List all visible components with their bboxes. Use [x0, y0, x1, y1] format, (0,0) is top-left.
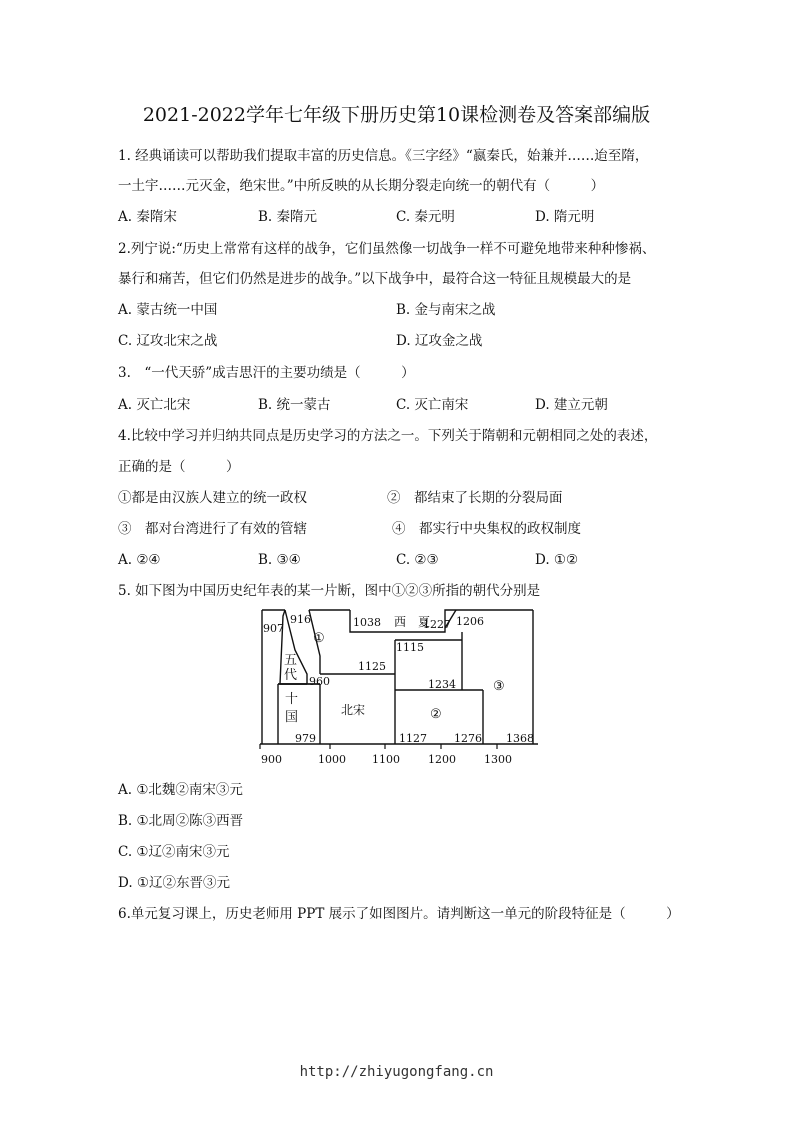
q3-option-b: B. 统一蒙古	[258, 397, 331, 413]
q4-statement-2: ② 都结束了长期的分裂局面	[387, 490, 563, 506]
q4-stem-line2: 正确的是（ ）	[118, 459, 240, 475]
chart-marker-2: ②	[430, 707, 442, 722]
chart-label-960: 960	[309, 675, 330, 688]
q1-stem-line2: 一土宇……元灭金，绝宋世。”中所反映的从长期分裂走向统一的朝代有（ ）	[118, 178, 605, 194]
footer-url: http://zhiyugongfang.cn	[299, 1064, 494, 1080]
chart-label-shiguo-2: 国	[285, 710, 299, 725]
q2-stem-line1: 2.列宁说:“历史上常常有这样的战争，它们虽然像一切战争一样不可避免地带来种种惨祸、	[118, 241, 656, 257]
q5-option-b: B. ①北周②陈③西晋	[118, 813, 244, 829]
page-title: 2021-2022学年七年级下册历史第10课检测卷及答案部编版	[142, 104, 651, 126]
q2-option-b: B. 金与南宋之战	[396, 302, 496, 318]
chart-label-1127: 1127	[399, 732, 427, 745]
q4-option-c: C. ②③	[396, 552, 439, 568]
q2-stem-line2: 暴行和痛苦，但它们仍然是进步的战争。”以下战争中，最符合这一特征且规模最大的是	[118, 271, 632, 287]
chart-label-wudai-1: 五	[284, 653, 298, 668]
q4-option-d: D. ①②	[535, 552, 579, 568]
q4-statement-1: ①都是由汉族人建立的统一政权	[118, 490, 307, 506]
chart-axis-900: 900	[261, 753, 282, 766]
chart-label-916: 916	[290, 613, 311, 626]
q1-option-c: C. 秦元明	[396, 209, 455, 225]
q4-statement-3: ③ 都对台湾进行了有效的管辖	[118, 521, 307, 537]
chart-axis-1200: 1200	[428, 753, 456, 766]
chart-label-1206: 1206	[456, 615, 484, 628]
q3-stem: 3. “一代天骄”成吉思汗的主要功绩是（ ）	[118, 365, 415, 381]
chart-axis-1100: 1100	[372, 753, 400, 766]
q2-option-d: D. 辽攻金之战	[396, 333, 483, 349]
q3-option-c: C. 灭亡南宋	[396, 397, 469, 413]
q5-option-c: C. ①辽②南宋③元	[118, 844, 230, 860]
chart-label-1234: 1234	[428, 678, 456, 691]
q4-option-b: B. ③④	[258, 552, 301, 568]
q4-statement-4: ④ 都实行中央集权的政权制度	[392, 521, 581, 537]
chart-marker-1: ①	[313, 631, 325, 646]
q1-option-a: A. 秦隋宋	[118, 209, 177, 225]
chart-label-907: 907	[263, 622, 284, 635]
q3-option-d: D. 建立元朝	[535, 397, 608, 413]
q5-option-a: A. ①北魏②南宋③元	[118, 782, 243, 798]
chart-label-1115: 1115	[396, 641, 424, 654]
q1-stem-line1: 1. 经典诵读可以帮助我们提取丰富的历史信息。《三字经》“嬴秦氏，始兼并……迨至隋，	[118, 148, 649, 164]
q2-option-c: C. 辽攻北宋之战	[118, 333, 218, 349]
q6-stem: 6.单元复习课上，历史老师用 PPT 展示了如图图片。请判断这一单元的阶段特征是（ ）	[118, 906, 680, 922]
chart-label-1227: 1227	[423, 618, 451, 631]
chart-label-1276: 1276	[454, 732, 482, 745]
q5-option-d: D. ①辽②东晋③元	[118, 875, 231, 891]
chart-axis-1000: 1000	[318, 753, 346, 766]
chart-label-1038: 1038	[353, 616, 381, 629]
chronology-chart	[258, 606, 542, 772]
q5-stem: 5. 如下图为中国历史纪年表的某一片断，图中①②③所指的朝代分别是	[118, 583, 541, 599]
chart-label-xixia: 西 夏	[394, 615, 431, 629]
chart-label-979: 979	[295, 732, 316, 745]
q2-option-a: A. 蒙古统一中国	[118, 302, 218, 318]
chart-label-beisong: 北宋	[341, 703, 366, 717]
q1-option-b: B. 秦隋元	[258, 209, 318, 225]
chart-label-1368: 1368	[506, 732, 534, 745]
chart-axis-1300: 1300	[484, 753, 512, 766]
q1-option-d: D. 隋元明	[535, 209, 595, 225]
q4-stem-line1: 4.比较中学习并归纳共同点是历史学习的方法之一。下列关于隋朝和元朝相同之处的表述，	[118, 428, 658, 444]
chart-marker-3: ③	[493, 679, 505, 694]
chart-label-wudai-2: 代	[284, 668, 298, 683]
q3-option-a: A. 灭亡北宋	[118, 397, 191, 413]
q4-option-a: A. ②④	[118, 552, 161, 568]
chart-label-1125: 1125	[358, 660, 386, 673]
chart-label-shiguo-1: 十	[285, 692, 299, 707]
